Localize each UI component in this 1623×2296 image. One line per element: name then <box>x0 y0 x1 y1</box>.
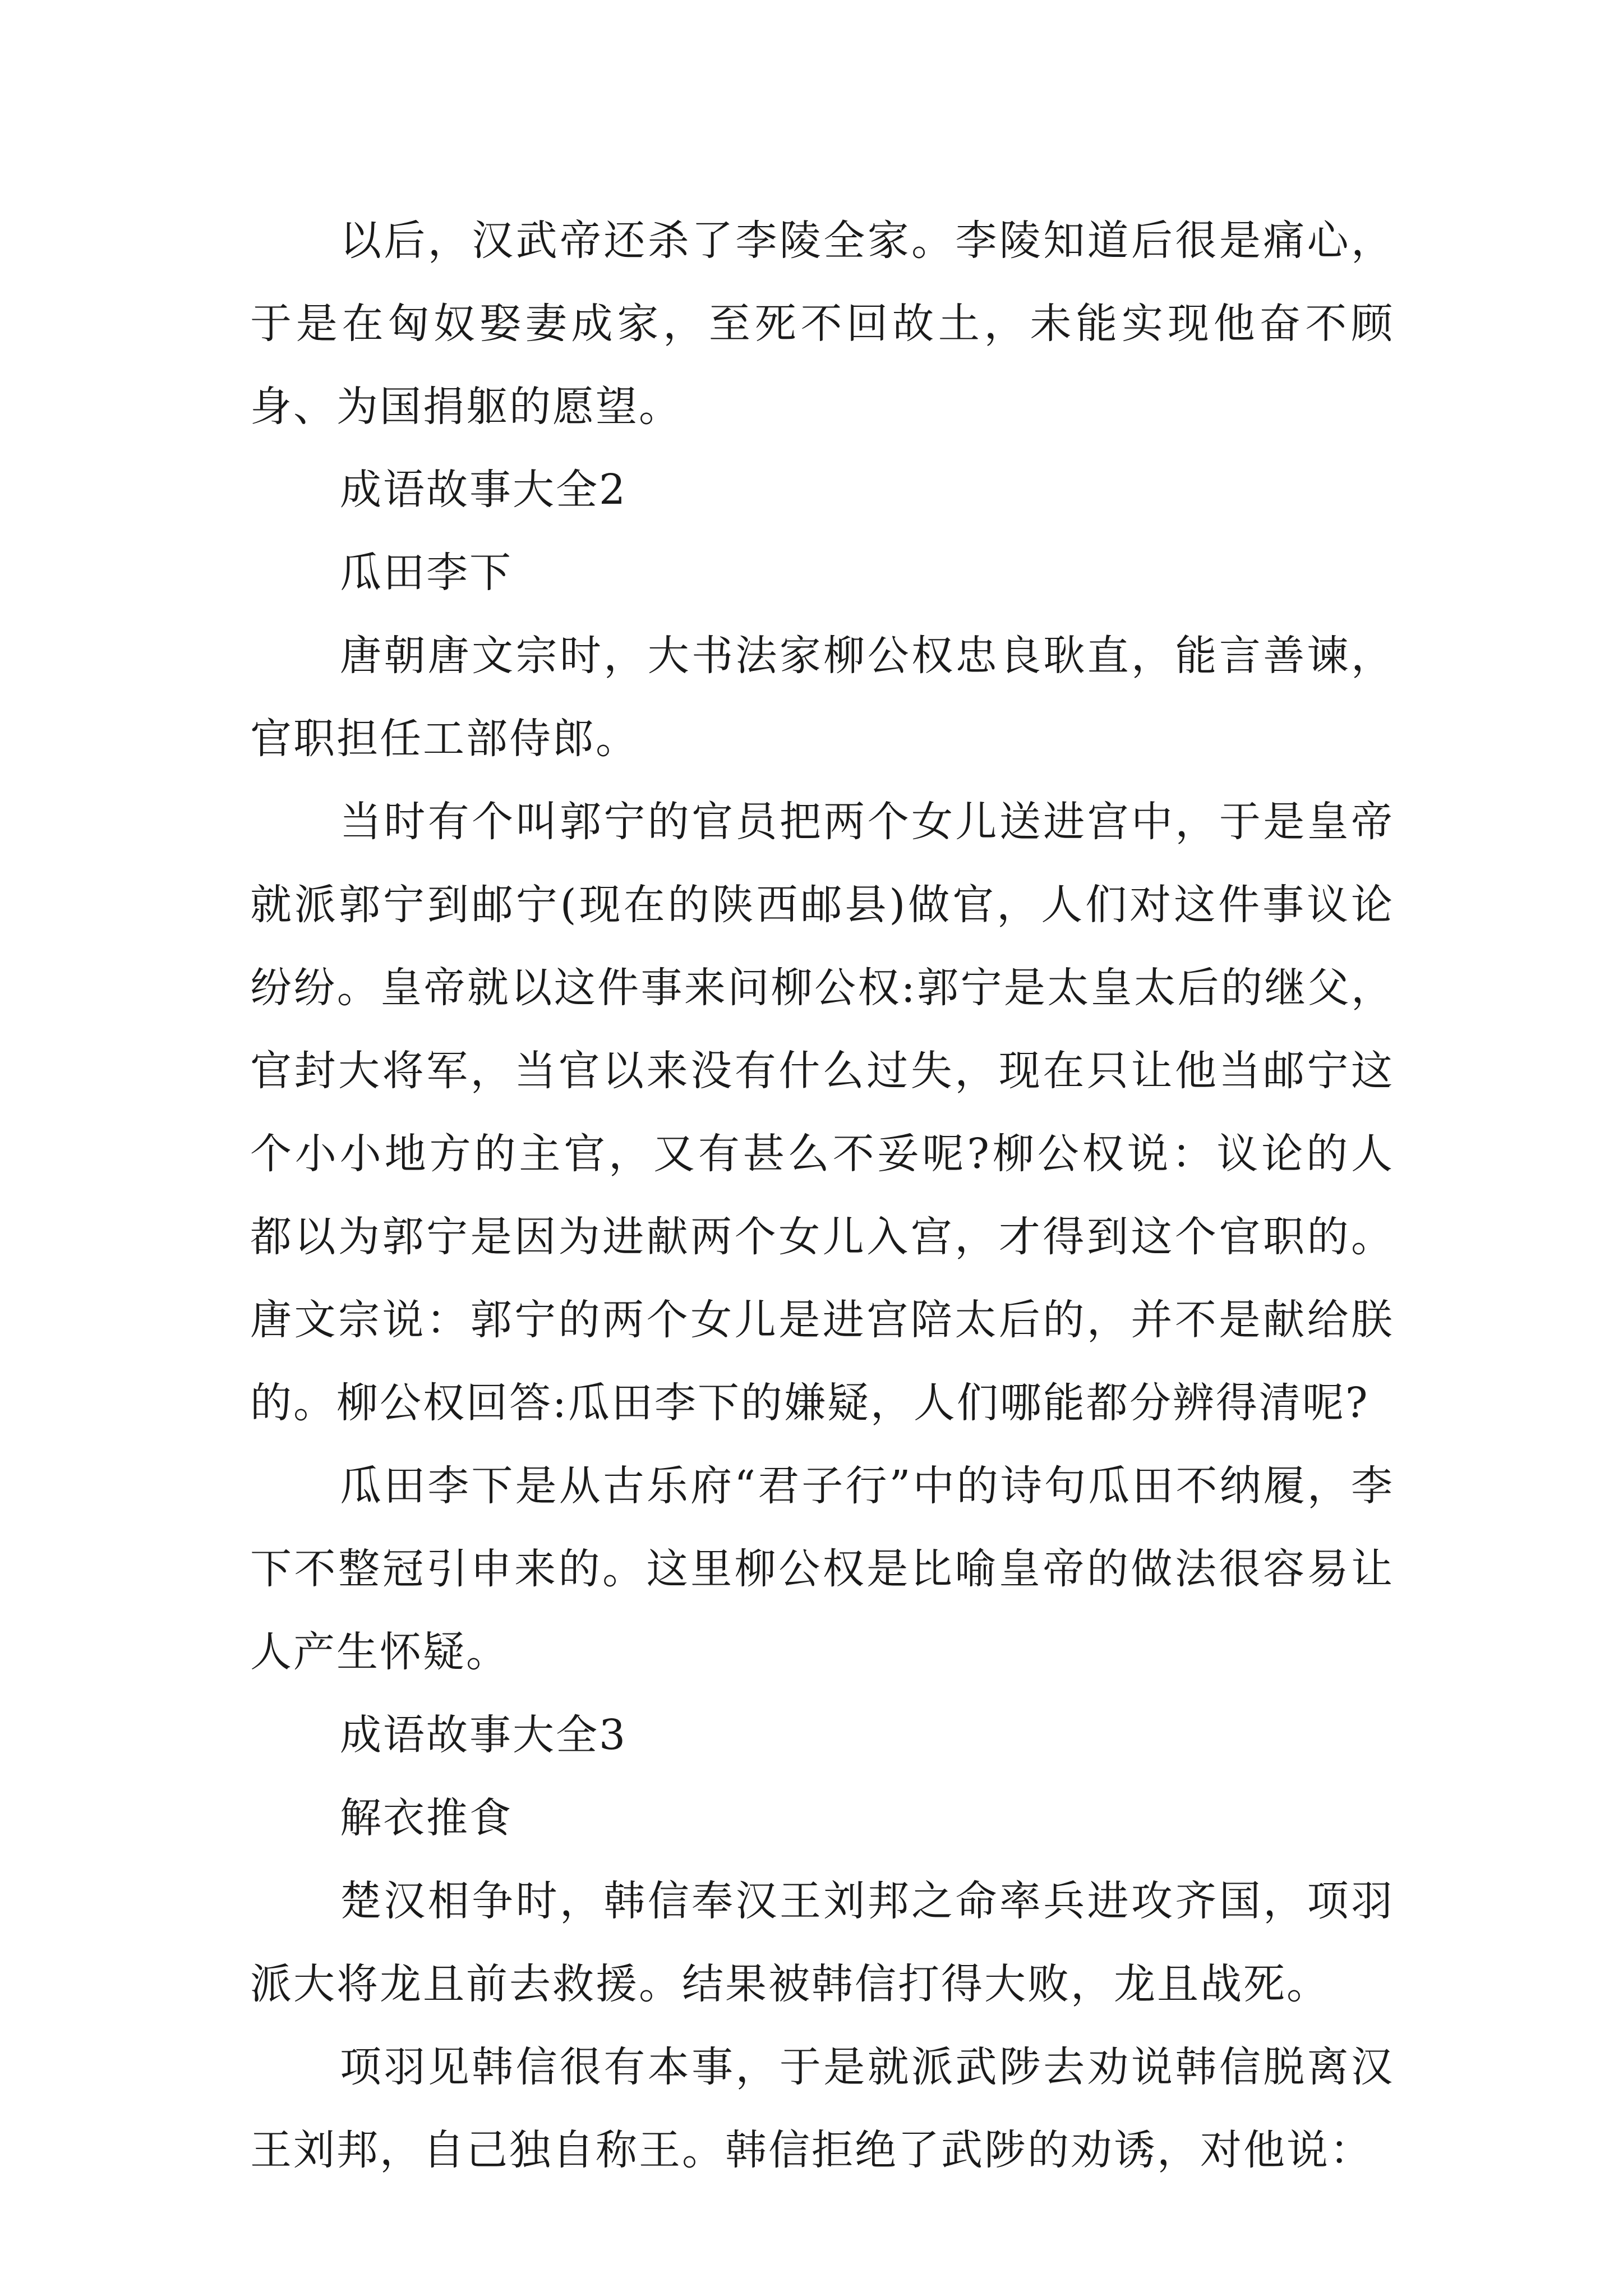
paragraph: 瓜田李下是从古乐府“君子行”中的诗句瓜田不纳履，李下不整冠引申来的。这里柳公权是比喻皇帝的做法很容易让人产生怀疑。 <box>250 1462 1394 1676</box>
paragraph: 唐朝唐文宗时，大书法家柳公权忠良耿直，能言善谏，官职担任工部侍郎。 <box>250 632 1394 763</box>
paragraph: 当时有个叫郭宁的官员把两个女儿送进宫中，于是皇帝就派郭宁到邮宁(现在的陕西邮县)做官，人们对这件事议论纷纷。皇帝就以这件事来问柳公权:郭宁是太皇太后的继父，官封大将军，当官以来没有什么过失，现在只让他当邮宁这个小小地方的主官，又有甚么不妥呢?柳公权说：议论的人都以为郭宁是因为进献两个女儿入宫，才得到这个官职的。唐文宗说：郭宁的两个女儿是进宫陪太后的，并不是献给朕的。柳公权回答:瓜田李下的嫌疑，人们哪能都分辨得清呢? <box>250 798 1394 1427</box>
story-number-heading: 成语故事大全2 <box>340 466 628 514</box>
paragraph: 项羽见韩信很有本事，于是就派武陟去劝说韩信脱离汉王刘邦，自己独自称王。韩信拒绝了武陟的劝诱，对他说： <box>250 2043 1394 2174</box>
story-title: 瓜田李下 <box>340 549 513 597</box>
document-body <box>250 199 1394 2192</box>
paragraph: 以后，汉武帝还杀了李陵全家。李陵知道后很是痛心，于是在匈奴娶妻成家，至死不回故土，未能实现他奋不顾身、为国捐躯的愿望。 <box>250 217 1394 431</box>
story-title: 解衣推食 <box>340 1794 513 1842</box>
story-number-heading: 成语故事大全3 <box>340 1711 628 1759</box>
paragraph: 楚汉相争时，韩信奉汉王刘邦之命率兵进攻齐国，项羽派大将龙且前去救援。结果被韩信打得大败，龙且战死。 <box>250 1877 1394 2008</box>
